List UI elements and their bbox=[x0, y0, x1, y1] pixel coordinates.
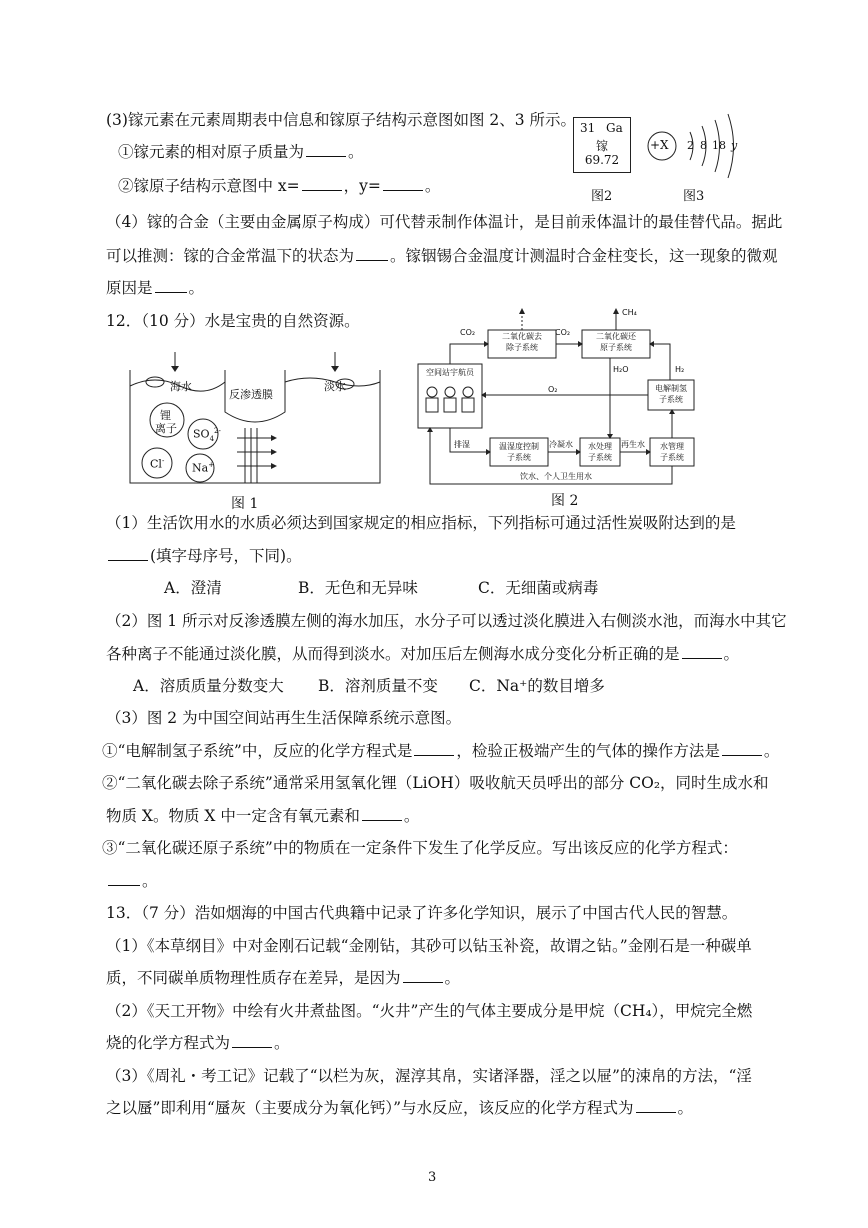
q12-p3-a bbox=[102, 741, 779, 761]
text: 各种离子不能通过淡化膜，从而得到淡水。对加压后左侧海水成分变化分析正确的是 bbox=[106, 645, 680, 663]
treatment-label: 水处理 bbox=[588, 442, 612, 451]
electrolysis-label-2: 子系统 bbox=[659, 395, 683, 404]
period: 。 bbox=[274, 1034, 290, 1052]
answer-blank-y[interactable] bbox=[383, 176, 423, 191]
q11-p3-a bbox=[118, 142, 364, 162]
text: 物质 X。物质 X 中一定含有氧元素和 bbox=[106, 807, 360, 825]
nucleus-label: +X bbox=[650, 138, 669, 152]
answer-blank[interactable] bbox=[108, 546, 148, 561]
q13-p1-line1: （1）《本草纲目》中对金刚石记载“金刚钻，其砂可以钻玉补瓷，故谓之钻。”金刚石是一种碳单 bbox=[106, 937, 752, 955]
text: 。 bbox=[424, 177, 441, 195]
ch4-label: CH₄ bbox=[622, 308, 637, 317]
q13-p1-line2 bbox=[106, 968, 460, 988]
answer-blank[interactable] bbox=[362, 806, 402, 821]
answer-blank[interactable] bbox=[403, 968, 443, 983]
text: 可以推测：镓的合金常温下的状态为 bbox=[106, 247, 355, 265]
answer-blank[interactable] bbox=[306, 142, 346, 157]
q12-p3-b-line1: ②“二氧化碳去除子系统”通常采用氢氧化锂（LiOH）吸收航天员呼出的部分 CO₂，同时生成水和 bbox=[102, 774, 769, 792]
co2-reduction-label: 二氧化碳还 bbox=[596, 332, 636, 341]
q12-p2-line2 bbox=[106, 644, 739, 664]
q12-p3-c-line1: ③“二氧化碳还原子系统”中的物质在一定条件下发生了化学反应。写出该反应的化学方程式： bbox=[102, 839, 738, 857]
text: 之以蜃”即利用“蜃灰（主要成分为氧化钙）”与水反应，该反应的化学方程式为 bbox=[106, 1099, 634, 1117]
electrolysis-label: 电解制氢 bbox=[655, 384, 687, 393]
o2-label: O₂ bbox=[548, 385, 558, 394]
condensate-label: 冷凝水 bbox=[549, 440, 573, 449]
q11-p3-b bbox=[118, 176, 440, 196]
q12-p1-opt-a: A．澄清 bbox=[164, 579, 222, 597]
element-name: 镓 bbox=[595, 139, 608, 153]
figure-2-caption: 图2 bbox=[591, 189, 613, 204]
answer-blank[interactable] bbox=[356, 246, 388, 261]
lithium-label: 锂 bbox=[160, 409, 171, 422]
membrane-label: 反渗透膜 bbox=[229, 388, 273, 401]
q12-p3-c-line2 bbox=[106, 871, 158, 891]
q12-figure-1-caption: 图 1 bbox=[231, 496, 259, 512]
q12-title: 12．（10 分）水是宝贵的自然资源。 bbox=[106, 312, 360, 330]
text: (填字母序号，下同)。 bbox=[150, 547, 302, 565]
co2-removal-label: 二氧化碳去 bbox=[502, 332, 542, 341]
q12-figure-2-caption: 图 2 bbox=[551, 493, 579, 509]
text: ①镓元素的相对原子质量为 bbox=[118, 143, 305, 161]
period: 。 bbox=[444, 969, 461, 987]
text: 质，不同碳单质物理性质存在差异，是因为 bbox=[106, 969, 401, 987]
answer-blank[interactable] bbox=[682, 644, 722, 659]
q12-p2-opt-a: A．溶质质量分数变大 bbox=[133, 677, 284, 695]
sulfate-label: $SO_4^{2-}$ bbox=[193, 427, 221, 443]
q11-p3-intro: (3)镓元素在元素周期表中信息和镓原子结构示意图如图 2、3 所示。 bbox=[106, 111, 577, 129]
q13-title: 13．（7 分）浩如烟海的中国古代典籍中记录了许多化学知识，展示了中国古代人民的智慧。 bbox=[106, 904, 738, 922]
astronaut-label: 空间站宇航员 bbox=[426, 368, 474, 377]
h2-label: H₂ bbox=[675, 365, 685, 374]
answer-blank[interactable] bbox=[232, 1033, 272, 1048]
q11-p4-line2 bbox=[106, 246, 778, 266]
q13-p2-line1: （2）《天工开物》中绘有火井煮盐图。“火井”产生的气体主要成分是甲烷（CH₄），甲烷完全燃 bbox=[106, 1002, 753, 1020]
answer-blank[interactable] bbox=[155, 278, 187, 293]
h2o-label: H₂O bbox=[613, 365, 629, 374]
drinking-water-label: 饮水、个人卫生用水 bbox=[520, 472, 592, 481]
atomic-mass: 69.72 bbox=[584, 153, 620, 167]
humidity-label-2: 子系统 bbox=[507, 453, 531, 462]
lithium-label-2: 离子 bbox=[155, 422, 177, 435]
shell-2: 8 bbox=[700, 139, 707, 152]
answer-blank[interactable] bbox=[722, 741, 762, 756]
text: ，y= bbox=[343, 177, 381, 195]
q12-p3: （3）图 2 为中国空间站再生生活保障系统示意图。 bbox=[106, 709, 462, 727]
answer-blank[interactable] bbox=[414, 741, 454, 756]
answer-blank[interactable] bbox=[636, 1098, 676, 1113]
shell-1: 2 bbox=[687, 139, 694, 152]
q13-p3-line1: （3）《周礼・考工记》记载了“以栏为灰，渥淳其帛，实诸泽器，淫之以屉”的涑帛的方法，“淫 bbox=[106, 1067, 752, 1085]
text: ，检验正极端产生的气体的操作方法是 bbox=[456, 742, 720, 760]
q11-p4-line3 bbox=[106, 278, 204, 298]
atomic-number: 31 bbox=[580, 121, 596, 135]
text: ②镓原子结构示意图中 x= bbox=[118, 177, 300, 195]
text: ①“电解制氢子系统”中，反应的化学方程式是 bbox=[102, 742, 413, 760]
shell-4: y bbox=[731, 139, 738, 152]
management-label-2: 子系统 bbox=[660, 453, 684, 462]
chloride-label: Cl- bbox=[150, 457, 165, 471]
q12-p1-opt-c: C．无细菌或病毒 bbox=[478, 579, 599, 597]
q12-p2-line1: （2）图 1 所示对反渗透膜左侧的海水加压，水分子可以透过淡化膜进入右侧淡水池，而海水中其它 bbox=[106, 612, 787, 630]
period: 。 bbox=[348, 143, 364, 161]
period: 。 bbox=[142, 872, 158, 890]
co2-reduction-label-2: 原子系统 bbox=[600, 343, 632, 352]
period: 。 bbox=[188, 279, 205, 297]
period: 。 bbox=[403, 807, 420, 825]
q12-p1-line1: （1）生活饮用水的水质必须达到国家规定的相应指标，下列指标可通过活性炭吸附达到的是 bbox=[106, 514, 736, 532]
treatment-label-2: 子系统 bbox=[588, 453, 612, 462]
q12-p1-opt-b: B．无色和无异味 bbox=[298, 579, 418, 597]
text: 烧的化学方程式为 bbox=[106, 1034, 231, 1052]
answer-blank[interactable] bbox=[108, 871, 140, 886]
sodium-label: Na+ bbox=[192, 461, 215, 475]
q11-p4-line1: （4）镓的合金（主要由金属原子构成）可代替汞制作体温计，是目前汞体温计的最佳替代品。据此 bbox=[106, 213, 783, 231]
text: 。镓铟锡合金温度计测温时合金柱变长，这一现象的微观 bbox=[390, 247, 778, 265]
q13-p3-line2 bbox=[106, 1098, 693, 1118]
periodic-table-cell bbox=[573, 117, 631, 173]
freshwater-label: 淡水 bbox=[324, 380, 346, 393]
seawater-label: 海水 bbox=[170, 380, 192, 393]
co2-label-a: CO₂ bbox=[460, 328, 476, 337]
period: 。 bbox=[677, 1099, 694, 1117]
text: 原因是 bbox=[106, 279, 153, 297]
period: 。 bbox=[723, 645, 740, 663]
recycled-water-label: 再生水 bbox=[621, 440, 645, 449]
drain-label: 排湿 bbox=[454, 440, 470, 449]
q12-p2-opt-b: B．溶剂质量不变 bbox=[318, 677, 438, 695]
answer-blank-x[interactable] bbox=[302, 176, 342, 191]
co2-label-b: CO₂ bbox=[555, 328, 571, 337]
q12-p1-line2 bbox=[106, 546, 302, 566]
q13-p2-line2 bbox=[106, 1033, 290, 1053]
co2-removal-label-2: 除子系统 bbox=[506, 343, 538, 352]
shell-3: 18 bbox=[712, 139, 726, 152]
element-symbol: Ga bbox=[606, 121, 623, 135]
figure-3-caption: 图3 bbox=[683, 189, 705, 204]
page-number: 3 bbox=[428, 1170, 437, 1185]
period: 。 bbox=[763, 742, 780, 760]
astronaut-icons bbox=[426, 387, 474, 412]
q12-p3-b-line2 bbox=[106, 806, 419, 826]
q12-p2-opt-c: C．Na⁺的数目增多 bbox=[469, 677, 605, 695]
humidity-label: 温湿度控制 bbox=[499, 442, 539, 451]
management-label: 水管理 bbox=[660, 442, 684, 451]
